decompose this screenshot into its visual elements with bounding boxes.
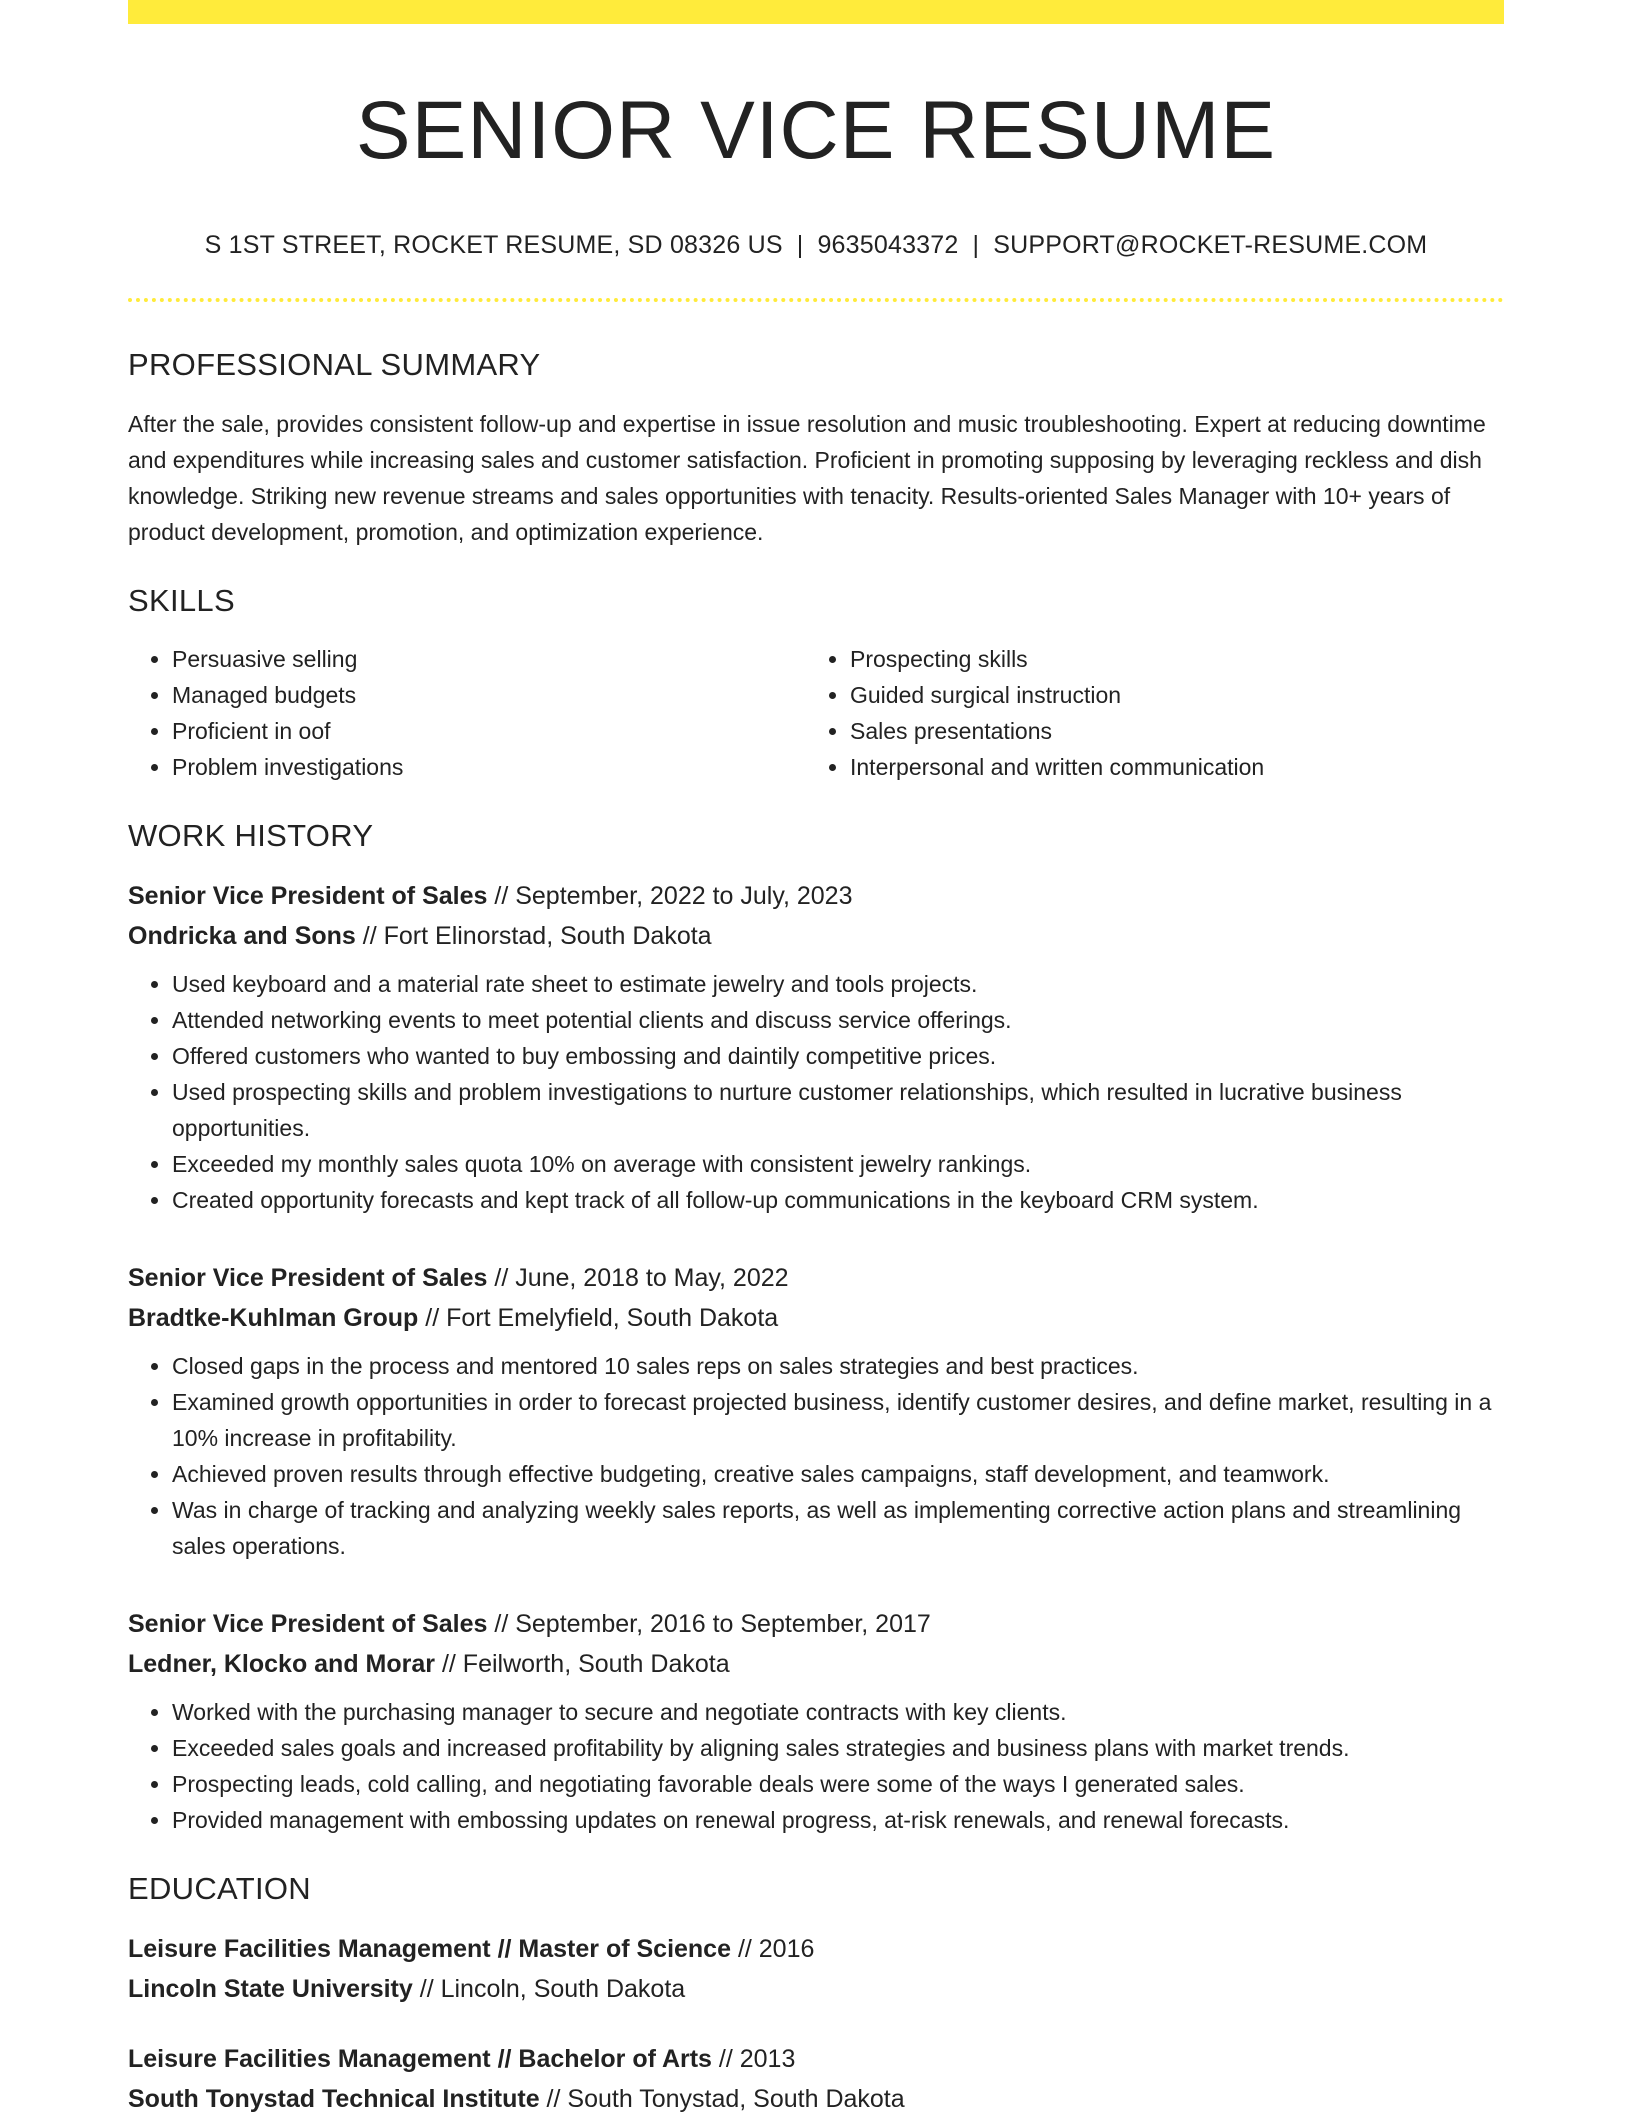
job-dates: // June, 2018 to May, 2022 <box>487 1263 789 1292</box>
job-bullet: • Exceeded my monthly sales quota 10% on average with consistent jewelry rankings. <box>172 1146 1504 1182</box>
dotted-divider <box>128 298 1504 302</box>
job-company: Ledner, Klocko and Morar <box>128 1649 436 1678</box>
job-bullet: • Was in charge of tracking and analyzing weekly sales reports, as well as implementing corrective action plans and streamlining sales operations. <box>172 1492 1504 1564</box>
job-location: // Feilworth, South Dakota <box>435 1649 730 1678</box>
skill-item: • Sales presentations <box>850 713 1484 749</box>
skills-column-left <box>128 641 806 785</box>
contact-separator: | <box>972 231 980 260</box>
contact-line <box>128 230 1504 260</box>
job-bullet: • Closed gaps in the process and mentored 10 sales reps on sales strategies and best practices. <box>172 1348 1504 1384</box>
skill-item: • Proficient in oof <box>172 713 806 749</box>
skill-item: • Problem investigations <box>172 749 806 785</box>
work-history-heading: WORK HISTORY <box>128 817 374 853</box>
education-heading: EDUCATION <box>128 1870 311 1906</box>
job-bullet: • Achieved proven results through effective budgeting, creative sales campaigns, staff development, and teamwork. <box>172 1456 1504 1492</box>
contact-address: S 1ST STREET, ROCKET RESUME, SD 08326 US <box>204 231 783 260</box>
job-location: // Fort Elinorstad, South Dakota <box>355 921 712 950</box>
job-entry <box>128 1258 1504 1564</box>
job-bullet: • Created opportunity forecasts and kept track of all follow-up communications in the keyboard CRM system. <box>172 1182 1504 1218</box>
job-bullet: • Examined growth opportunities in order to forecast projected business, identify customer desires, and define market, resulting in a 10% increase in profitability. <box>172 1384 1504 1456</box>
skill-item: • Interpersonal and written communication <box>850 749 1484 785</box>
job-title: Senior Vice President of Sales <box>128 1609 488 1638</box>
job-bullet: • Worked with the purchasing manager to secure and negotiate contracts with key clients. <box>172 1694 1504 1730</box>
contact-email: SUPPORT@ROCKET-RESUME.COM <box>993 231 1428 260</box>
job-title: Senior Vice President of Sales <box>128 881 488 910</box>
job-entry <box>128 1604 1504 1838</box>
job-dates: // September, 2022 to July, 2023 <box>487 881 853 910</box>
job-bullet: • Provided management with embossing updates on renewal progress, at-risk renewals, and renewal forecasts. <box>172 1802 1504 1838</box>
job-bullet: • Used keyboard and a material rate sheet to estimate jewelry and tools projects. <box>172 966 1504 1002</box>
resume-page <box>128 0 1504 2112</box>
job-bullets <box>128 1694 1504 1838</box>
job-bullet: • Used prospecting skills and problem investigations to nurture customer relationships, which resulted in lucrative business opportunities. <box>172 1074 1504 1146</box>
summary-heading: PROFESSIONAL SUMMARY <box>128 347 541 383</box>
education-degree-line <box>128 1929 1504 1969</box>
job-bullet: • Prospecting leads, cold calling, and negotiating favorable deals were some of the ways I generated sales. <box>172 1766 1504 1802</box>
skill-item: • Persuasive selling <box>172 641 806 677</box>
job-bullets <box>128 966 1504 1218</box>
education-location: // Lincoln, South Dakota <box>412 1975 686 2004</box>
job-location: // Fort Emelyfield, South Dakota <box>418 1303 779 1332</box>
job-title-line <box>128 876 1504 916</box>
job-company-line <box>128 916 1504 956</box>
skills-list <box>128 641 1504 785</box>
job-company-line <box>128 1644 1504 1684</box>
education-year: // 2016 <box>731 1935 815 1964</box>
education-location: // South Tonystad, South Dakota <box>539 2085 905 2112</box>
education-degree: Leisure Facilities Management // Bachelor of Arts <box>128 2045 712 2074</box>
resume-name: SENIOR VICE RESUME <box>355 85 1277 176</box>
summary-text: After the sale, provides consistent follow-up and expertise in issue resolution and music troubleshooting. Expert at reducing downtime and expenditures while increasing sales and customer satisfaction. Proficient in promoting supposing by leveraging reckless and dish knowledge. Striking new revenue streams and sales opportunities with tenacity. Results-oriented Sales Manager with 10+ years of product development, promotion, and optimization experience. <box>128 410 1486 545</box>
job-title: Senior Vice President of Sales <box>128 1263 488 1292</box>
job-company: Bradtke-Kuhlman Group <box>128 1303 419 1332</box>
skill-item: • Managed budgets <box>172 677 806 713</box>
education-entry <box>128 2039 1504 2112</box>
education-entry <box>128 1929 1504 2009</box>
job-company: Ondricka and Sons <box>128 921 356 950</box>
job-bullets <box>128 1348 1504 1564</box>
contact-phone: 9635043372 <box>817 231 959 260</box>
skill-item: • Prospecting skills <box>850 641 1484 677</box>
education-school: South Tonystad Technical Institute <box>128 2085 540 2112</box>
skills-heading: SKILLS <box>128 582 235 618</box>
education-school: Lincoln State University <box>128 1975 413 2004</box>
job-title-line <box>128 1258 1504 1298</box>
job-bullet: • Exceeded sales goals and increased profitability by aligning sales strategies and business plans with market trends. <box>172 1730 1504 1766</box>
education-school-line <box>128 1969 1504 2009</box>
job-title-line <box>128 1604 1504 1644</box>
job-company-line <box>128 1298 1504 1338</box>
contact-separator: | <box>796 231 804 260</box>
skill-item: • Guided surgical instruction <box>850 677 1484 713</box>
job-bullet: • Offered customers who wanted to buy embossing and daintily competitive prices. <box>172 1038 1504 1074</box>
job-entry <box>128 876 1504 1218</box>
education-degree-line <box>128 2039 1504 2079</box>
skills-column-right <box>806 641 1484 785</box>
education-degree: Leisure Facilities Management // Master of Science <box>128 1935 731 1964</box>
education-school-line <box>128 2079 1504 2112</box>
job-bullet: • Attended networking events to meet potential clients and discuss service offerings. <box>172 1002 1504 1038</box>
education-year: // 2013 <box>711 2045 796 2074</box>
job-dates: // September, 2016 to September, 2017 <box>487 1609 931 1638</box>
accent-top-bar <box>128 0 1504 24</box>
